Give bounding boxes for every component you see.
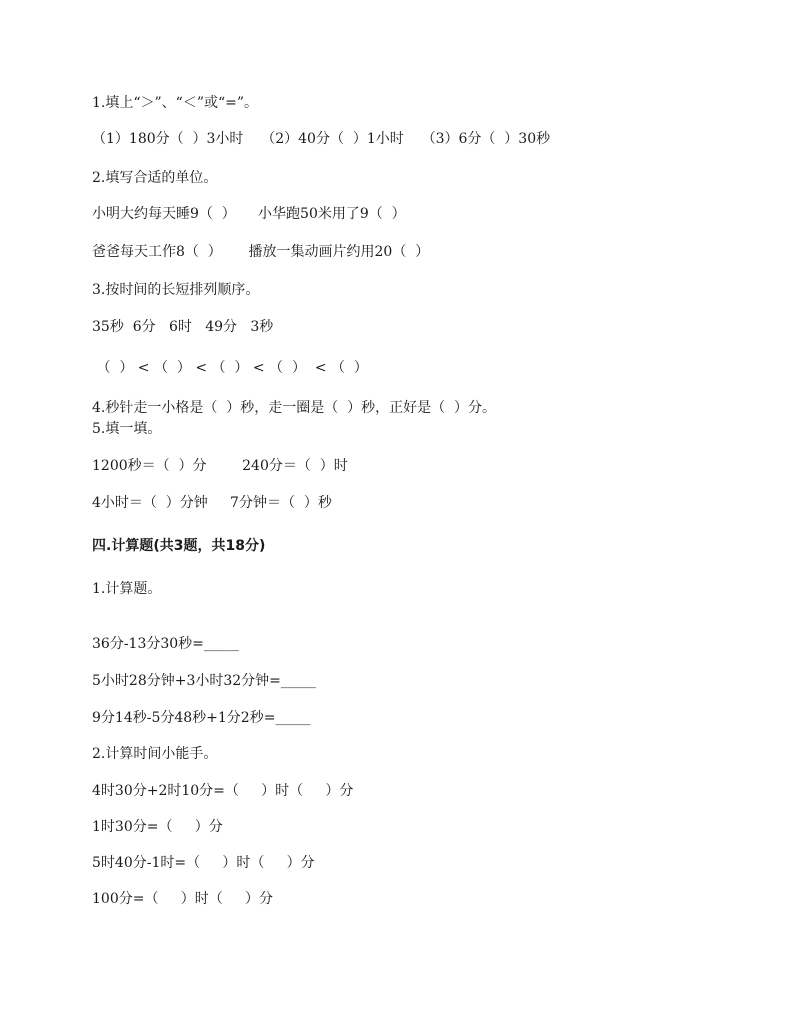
q5-row-1: 1200秒＝（ ）分 240分＝（ ）时 bbox=[92, 458, 348, 474]
calc-1-c: 9分14秒-5分48秒+1分2秒=_____ bbox=[92, 710, 311, 726]
q5-instruction: 5.填一填。 bbox=[92, 421, 162, 437]
calc-2-b: 1时30分=（ ）分 bbox=[92, 819, 223, 835]
q3-order-blanks: （ ） < （ ） < （ ） < （ ） < （ ） bbox=[92, 360, 368, 376]
q4-instruction: 4.秒针走一小格是（ ）秒，走一圈是（ ）秒，正好是（ ）分。 bbox=[92, 400, 497, 416]
q5-row-2: 4小时＝（ ）分钟 7分钟＝（ ）秒 bbox=[92, 495, 332, 511]
section-four-heading: 四.计算题(共3题，共18分) bbox=[92, 538, 266, 554]
q2-instruction: 2.填写合适的单位。 bbox=[92, 170, 218, 186]
calc-2-c: 5时40分-1时=（ ）时（ ）分 bbox=[92, 855, 315, 871]
q3-instruction: 3.按时间的长短排列顺序。 bbox=[92, 282, 260, 298]
q1-instruction: 1.填上“＞”、“＜”或“=”。 bbox=[92, 95, 259, 111]
calc-2-d: 100分=（ ）时（ ）分 bbox=[92, 891, 273, 907]
q2-row-2: 爸爸每天工作8（ ） 播放一集动画片约用20（ ） bbox=[92, 244, 430, 260]
q1-items: （1）180分（ ）3小时 （2）40分（ ）1小时 （3）6分（ ）30秒 bbox=[92, 131, 551, 147]
calc-2-a: 4时30分+2时10分=（ ）时（ ）分 bbox=[92, 783, 354, 799]
calc-1-b: 5小时28分钟+3小时32分钟=_____ bbox=[92, 673, 316, 689]
calc-1-instruction: 1.计算题。 bbox=[92, 581, 162, 597]
calc-2-instruction: 2.计算时间小能手。 bbox=[92, 746, 218, 762]
q3-times: 35秒 6分 6时 49分 3秒 bbox=[92, 319, 274, 335]
q2-row-1: 小明大约每天睡9（ ） 小华跑50米用了9（ ） bbox=[92, 206, 406, 222]
calc-1-a: 36分-13分30秒=_____ bbox=[92, 636, 239, 652]
